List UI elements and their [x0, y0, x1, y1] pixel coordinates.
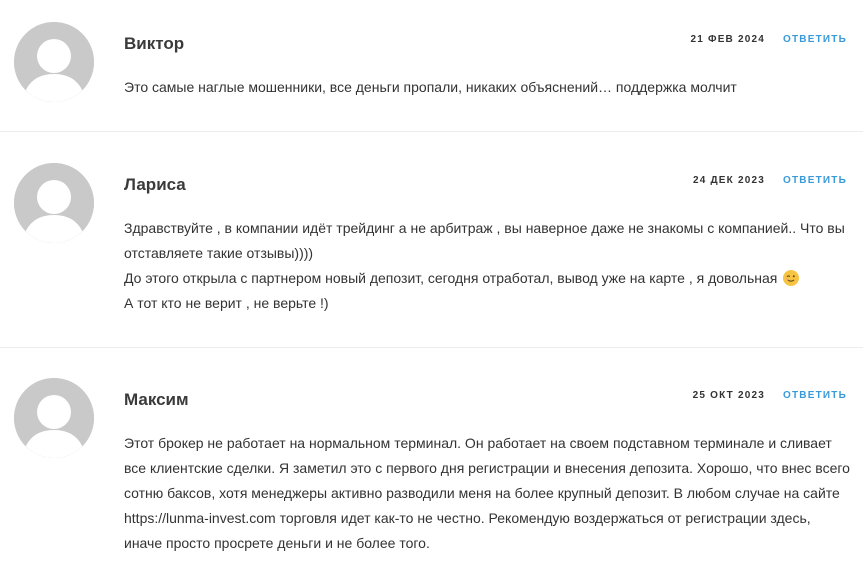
reply-button[interactable]: ОТВЕТИТЬ: [783, 390, 847, 401]
comment-author: Максим: [124, 390, 189, 409]
avatar: [14, 22, 94, 102]
default-user-avatar-icon: [14, 22, 94, 102]
default-user-avatar-icon: [14, 378, 94, 458]
comment-author: Виктор: [124, 34, 185, 53]
comment-text: [124, 431, 850, 556]
reply-button[interactable]: ОТВЕТИТЬ: [783, 34, 847, 45]
comment-paragraph: А тот кто не верит , не верьте !): [124, 295, 329, 311]
comment-paragraph: Это самые наглые мошенники, все деньги пропали, никаких объяснений… поддержка молчит: [124, 79, 737, 95]
comment-paragraph: Здравствуйте , в компании идёт трейдинг а не арбитраж , вы наверное даже не знакомы с компанией.. Что вы отставляете такие отзывы)))): [124, 220, 845, 261]
comment-paragraph: Этот брокер не работает на нормальном терминал. Он работает на своем подставном терминале и сливает все клиентские сделки. Я заметил это с первого дня регистрации и внесения депозита. Хорошо, что внес всего сотню баксов, хотя менеджеры активно разводили меня на более крупный депозит. В любом случае на сайте https://lunma-invest.com торговля идет как-то не честно. Рекомендую воздержаться от регистрации здесь, иначе просто просрете деньги и не более того.: [124, 435, 850, 551]
avatar: [14, 163, 94, 243]
default-user-avatar-icon: [14, 163, 94, 243]
comment-meta: [693, 390, 847, 401]
comment-item: [0, 348, 863, 581]
comment-item: [0, 0, 863, 132]
comment-text: [124, 216, 850, 316]
wink-emoji-icon: [783, 270, 799, 286]
comment-paragraph-text: До этого открыла с партнером новый депозит, сегодня отработал, вывод уже на карте , я довольная: [124, 270, 778, 286]
comment-paragraph: [124, 266, 850, 291]
avatar: [14, 378, 94, 458]
comment-meta: [693, 175, 847, 186]
comment-author: Лариса: [124, 175, 186, 194]
reply-button[interactable]: ОТВЕТИТЬ: [783, 175, 847, 186]
comment-date: 25 ОКТ 2023: [692, 390, 766, 401]
comment-date: 21 ФЕВ 2024: [690, 34, 766, 45]
comment-item: [0, 132, 863, 348]
comment-meta: [690, 34, 847, 45]
comment-text: [124, 75, 850, 100]
comment-date: 24 ДЕК 2023: [692, 175, 766, 186]
